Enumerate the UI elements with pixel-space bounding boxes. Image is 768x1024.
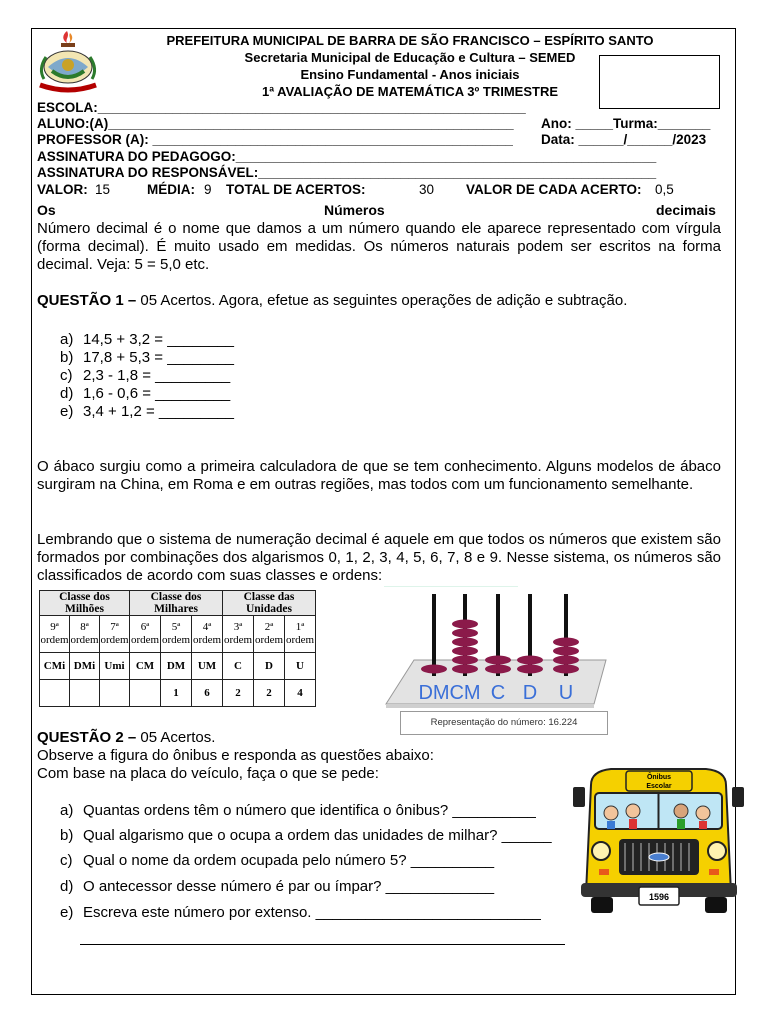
abacus-bead	[452, 647, 478, 656]
field-data[interactable]: Data: ______/______/2023	[541, 132, 707, 147]
abbrev-cell: UM	[192, 653, 223, 680]
q2-item-d[interactable]: d) O antecessor desse número é par ou ímpar? _____________	[60, 878, 495, 895]
abacus-bead	[485, 656, 511, 665]
abacus-label: C	[490, 682, 506, 704]
q2-label: QUESTÃO 2 –	[37, 729, 137, 746]
abacus-caption: Representação do número: 16.224	[400, 711, 608, 735]
ordem-cell: 6ª ordem	[130, 616, 161, 653]
q1-item-b[interactable]: b) 17,8 + 5,3 = ________	[60, 349, 234, 366]
school-bus-illustration	[571, 765, 746, 920]
field-escola[interactable]: ESCOLA:_________________________________________________________	[37, 100, 526, 115]
ordem-cell: 7ª ordem	[100, 616, 130, 653]
abbrev-cell: C	[223, 653, 254, 680]
abbrev-cell: Umi	[100, 653, 130, 680]
abbrev-cell: D	[254, 653, 285, 680]
header-secretaria: Secretaria Municipal de Educação e Cultura – SEMED	[244, 50, 576, 65]
q1-list	[60, 331, 234, 421]
value-cell: 2	[223, 680, 254, 707]
q2-heading	[37, 729, 215, 746]
header-prefeitura: PREFEITURA MUNICIPAL DE BARRA DE SÃO FRANCISCO – ESPÍRITO SANTO	[166, 33, 654, 48]
value-cell: 6	[192, 680, 223, 707]
classes-ordens-table	[39, 590, 316, 707]
value-cell	[130, 680, 161, 707]
q1-item-c[interactable]: c) 2,3 - 1,8 = _________	[60, 367, 231, 384]
q1-text: 05 Acertos. Agora, efetue as seguintes operações de adição e subtração.	[136, 292, 628, 309]
value-cell: 4	[285, 680, 316, 707]
sign-text-2: Escolar	[646, 783, 672, 790]
abacus-label: DM	[418, 682, 450, 704]
ordem-cell: 5ª ordem	[161, 616, 192, 653]
abacus-illustration	[384, 586, 614, 710]
q2-item-b[interactable]: b) Qual algarismo que o ocupa a ordem das unidades de milhar? ______	[60, 827, 552, 844]
left-headlight	[592, 842, 610, 860]
cada-acerto-value: 0,5	[655, 182, 674, 197]
field-professor[interactable]: PROFESSOR (A): ________________________________________________	[37, 132, 513, 147]
q1-item-a[interactable]: a) 14,5 + 3,2 = ________	[60, 331, 234, 348]
abacus-label: CM	[449, 682, 481, 704]
abacus-bead	[421, 665, 447, 674]
sign-text-1: Ônibus	[646, 774, 672, 781]
q2-item-a[interactable]: a) Quantas ordens têm o número que identifica o ônibus? __________	[60, 802, 536, 819]
q2-text: 05 Acertos.	[136, 729, 216, 746]
title-word-decimais: decimais	[656, 202, 716, 218]
abacus-bead	[485, 665, 511, 674]
right-mirror	[732, 787, 744, 807]
title-word-numeros: Números	[324, 202, 385, 218]
abacus-bead	[553, 638, 579, 647]
abacus-label: U	[558, 682, 574, 704]
media-value: 9	[204, 182, 212, 197]
header-ensino: Ensino Fundamental - Anos iniciais	[300, 67, 520, 82]
ordem-cell: 9ª ordem	[40, 616, 70, 653]
total-label: TOTAL DE ACERTOS:	[226, 182, 366, 197]
media-label: MÉDIA:	[147, 182, 195, 197]
value-cell	[70, 680, 100, 707]
q2-item-c[interactable]: c) Qual o nome da ordem ocupada pelo número 5? __________	[60, 852, 495, 869]
field-aluno[interactable]: ALUNO:(A)______________________________________________________	[37, 116, 514, 131]
title-word-os: Os	[37, 202, 56, 218]
abacus-bead	[452, 665, 478, 674]
abaco-paragraph: O ábaco surgiu como a primeira calculadora de que se tem conhecimento. Alguns modelos de ábaco surgiram na China, em Roma e em outras regiões, mas todos com um funcionamento semelhante.	[37, 458, 721, 493]
abacus-bead	[452, 638, 478, 647]
value-cell	[40, 680, 70, 707]
right-headlight	[708, 842, 726, 860]
intro-paragraph: Número decimal é o nome que damos a um número quando ele aparece representado com vírgula (forma decimal). É muito usado em medidas. Os números naturais podem ser escritos na forma decimal. Veja: 5 = 5,0 etc.	[37, 220, 721, 273]
abacus-bead	[452, 629, 478, 638]
q1-heading	[37, 292, 627, 309]
field-responsavel[interactable]: ASSINATURA DO RESPONSÁVEL:_____________________________________________________	[37, 165, 657, 180]
abbrev-cell: U	[285, 653, 316, 680]
coat-of-arms-logo	[34, 29, 104, 99]
ordem-cell: 3ª ordem	[223, 616, 254, 653]
value-cell	[100, 680, 130, 707]
q2-instruction-2: Com base na placa do veículo, faça o que se pede:	[37, 765, 379, 782]
abacus-bead	[452, 656, 478, 665]
q2-item-e[interactable]: e) Escreva este número por extenso. ___________________________	[60, 904, 541, 921]
class-header-milhoes: Classe dos Milhões	[40, 591, 130, 616]
cada-acerto-label: VALOR DE CADA ACERTO:	[466, 182, 642, 197]
abacus-bead	[553, 665, 579, 674]
abacus-bead	[517, 665, 543, 674]
abacus-bead	[517, 656, 543, 665]
plate-number: 1596	[648, 892, 670, 902]
total-value: 30	[419, 182, 435, 197]
q1-item-d[interactable]: d) 1,6 - 0,6 = _________	[60, 385, 231, 402]
ordem-cell: 1ª ordem	[285, 616, 316, 653]
left-mirror	[573, 787, 585, 807]
ordem-cell: 8ª ordem	[70, 616, 100, 653]
answer-line[interactable]	[80, 944, 565, 945]
q1-label: QUESTÃO 1 –	[37, 292, 137, 309]
abbrev-cell: DM	[161, 653, 192, 680]
q2-instruction-1: Observe a figura do ônibus e responda as questões abaixo:	[37, 747, 434, 764]
abbrev-cell: CM	[130, 653, 161, 680]
class-header-unidades: Classe das Unidades	[223, 591, 316, 616]
class-header-milhares: Classe dos Milhares	[130, 591, 223, 616]
value-cell: 1	[161, 680, 192, 707]
ordem-cell: 4ª ordem	[192, 616, 223, 653]
valor-label: VALOR:	[37, 182, 88, 197]
sistema-paragraph: Lembrando que o sistema de numeração decimal é aquele em que todos os números que existem são formados por combinações dos algarismos 0, 1, 2, 3, 4, 5, 6, 7, 8 e 9. Nesse sistema, os números são classificados de acordo com suas classes e ordens:	[37, 531, 721, 584]
abacus-label: D	[522, 682, 538, 704]
field-ano-turma[interactable]: Ano: _____Turma:_______	[541, 116, 711, 131]
abbrev-cell: DMi	[70, 653, 100, 680]
value-cell: 2	[254, 680, 285, 707]
abacus-bead	[553, 647, 579, 656]
valor-value: 15	[95, 182, 111, 197]
abbrev-cell: CMi	[40, 653, 70, 680]
ordem-cell: 2ª ordem	[254, 616, 285, 653]
header-avaliacao: 1ª AVALIAÇÃO DE MATEMÁTICA 3º TRIMESTRE	[261, 84, 559, 99]
abacus-bead	[452, 620, 478, 629]
abacus-bead	[553, 656, 579, 665]
field-pedagogo[interactable]: ASSINATURA DO PEDAGOGO:________________________________________________________	[37, 149, 657, 164]
q1-item-e[interactable]: e) 3,4 + 1,2 = _________	[60, 403, 234, 420]
